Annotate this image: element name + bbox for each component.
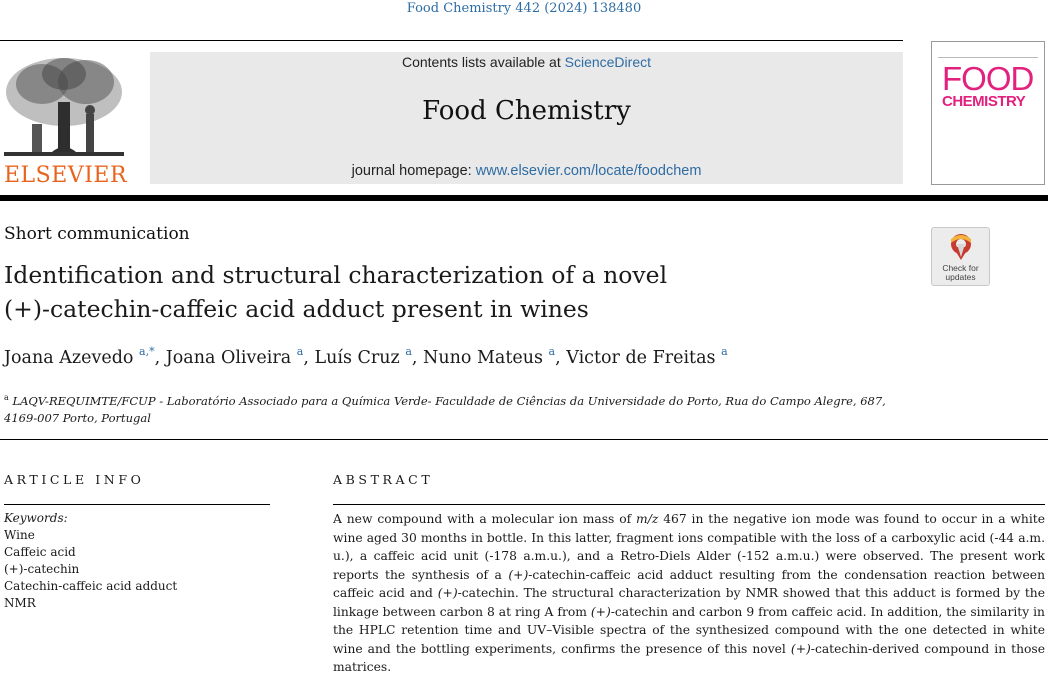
check-updates-line-1: Check for xyxy=(942,263,979,273)
keywords-label: Keywords: xyxy=(4,511,68,525)
keyword: (+)-catechin xyxy=(4,562,80,576)
bookmark-icon xyxy=(950,233,972,261)
author-affiliation-mark[interactable]: a xyxy=(548,345,556,358)
title-line-1: Identification and structural characterization of a novel xyxy=(4,261,668,289)
journal-name: Food Chemistry xyxy=(422,96,631,126)
cover-title-food: FOOD xyxy=(942,60,1034,97)
affiliation xyxy=(4,389,904,427)
abstract-italic-sign: (+) xyxy=(437,586,458,600)
author-name[interactable]: Victor de Freitas xyxy=(566,348,716,368)
abstract-header: ABSTRACT xyxy=(333,472,434,487)
author-affiliation-mark[interactable]: a, xyxy=(139,345,150,358)
abstract-segment: -catechin and carbon 9 from caffeic acid. In addition, the similarity in the HPLC retention time and UV–Visible spectra of the synthesized compound with the one detected in white wine and the bottling experiments, confirms the presence of this novel xyxy=(333,604,1045,656)
top-divider xyxy=(0,40,903,41)
journal-cover-thumbnail[interactable] xyxy=(931,41,1045,185)
check-updates-line-2: updates xyxy=(945,272,976,282)
keywords-list xyxy=(4,510,177,612)
check-for-updates-label xyxy=(932,264,989,282)
sciencedirect-link[interactable]: ScienceDirect xyxy=(564,54,651,70)
affiliation-text: LAQV-REQUIMTE/FCUP - Laboratório Associado para a Química Verde- Faculdade de Ciências da Universidade do Porto, Rua do Campo Alegre, 687, 4169-007 Porto, Portugal xyxy=(4,393,886,425)
abstract-italic-sign: (+) xyxy=(508,567,529,582)
cover-title-chemistry: CHEMISTRY xyxy=(942,93,1026,110)
header-divider xyxy=(0,195,1048,201)
author-affiliation-mark[interactable]: a xyxy=(296,345,304,358)
keyword: Catechin-caffeic acid adduct xyxy=(4,579,178,593)
homepage-link[interactable]: www.elsevier.com/locate/foodchem xyxy=(475,163,702,179)
abstract-segment: 467 in the negative ion mode was found to occur in a white wine aged 30 months in bottle. In this latter, fragment ions compatible with the loss of a carboxylic acid (-44 a.m. u.), a caffeic acid unit (-178 a.m.u.), and a Retro-Diels Alder (-152 a.m.u.) were observed. The present work reports the synthesis of a xyxy=(333,512,1045,582)
article-info-rule xyxy=(4,504,270,505)
contents-prefix: Contents lists available at xyxy=(401,54,565,70)
abstract-italic-mz: m/z xyxy=(636,512,659,526)
section-divider xyxy=(0,439,1048,440)
homepage-prefix: journal homepage: xyxy=(351,163,476,179)
journal-homepage xyxy=(150,163,903,179)
abstract-segment: -catechin-derived compound in those matrices. xyxy=(333,641,1045,674)
title-line-2: (+)-catechin-caffeic acid adduct present in wines xyxy=(4,295,589,323)
keyword: NMR xyxy=(4,596,36,610)
keyword: Caffeic acid xyxy=(4,545,76,559)
abstract-segment: -catechin-caffeic acid adduct resulting from the condensation reaction between caffeic acid and xyxy=(333,567,1045,600)
journal-citation-link[interactable]: Food Chemistry 442 (2024) 138480 xyxy=(406,1,642,16)
journal-masthead xyxy=(150,52,903,184)
author-name[interactable]: Luís Cruz xyxy=(314,348,400,368)
abstract-segment: A new compound with a molecular ion mass of xyxy=(333,512,637,526)
abstract-rule xyxy=(333,504,1045,505)
article-title xyxy=(4,258,844,326)
author-affiliation-mark[interactable]: a xyxy=(721,345,728,358)
abstract-italic-sign: (+) xyxy=(790,641,811,656)
author-name[interactable]: Joana Azevedo xyxy=(4,348,134,368)
corresponding-author-mark[interactable]: * xyxy=(149,345,155,358)
check-for-updates-button[interactable] xyxy=(931,227,990,286)
article-info-header: ARTICLE INFO xyxy=(4,472,145,487)
keyword: Wine xyxy=(4,528,35,542)
cover-rule xyxy=(938,57,1038,58)
contents-available xyxy=(150,54,903,70)
article-type: Short communication xyxy=(4,224,190,244)
author-affiliation-mark[interactable]: a xyxy=(405,345,412,358)
elsevier-wordmark: ELSEVIER xyxy=(4,163,128,188)
abstract-italic-sign: (+) xyxy=(590,604,611,619)
abstract-segment: -catechin. The structural characterization by NMR showed that this adduct is formed by the linkage between carbon 8 at ring A from xyxy=(333,586,1045,619)
author-name[interactable]: Joana Oliveira xyxy=(165,348,292,368)
author-name[interactable]: Nuno Mateus xyxy=(423,348,543,368)
abstract-text xyxy=(333,510,1045,677)
affiliation-mark: a xyxy=(4,393,9,402)
author-list: Joana Azevedo $^{a,*}$, Joana Oliveira $^a$, Luís Cruz $^a$, Nuno Mateus $^a$, Victor de Freitas $^a$ xyxy=(4,345,728,368)
